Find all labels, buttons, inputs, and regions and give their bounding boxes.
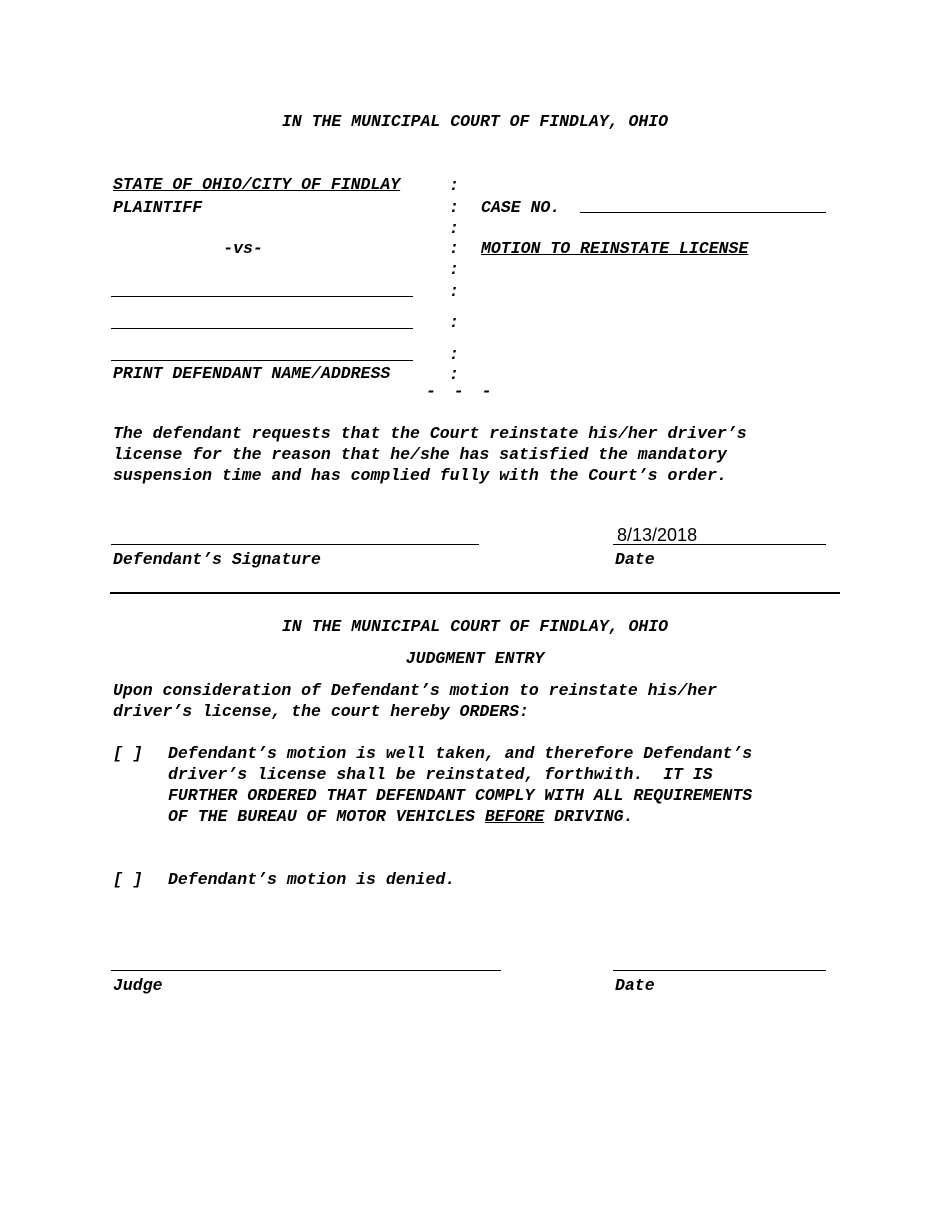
caption-colon: : bbox=[449, 198, 459, 217]
motion-date-label: Date bbox=[615, 550, 655, 569]
motion-title: MOTION TO REINSTATE LICENSE bbox=[481, 239, 749, 258]
motion-body-line: suspension time and has complied fully with the Court’s order. bbox=[113, 466, 727, 485]
section-divider bbox=[110, 592, 840, 594]
defendant-signature-line[interactable] bbox=[111, 544, 479, 545]
case-no-label: CASE NO. bbox=[481, 198, 561, 217]
plaintiff-name: STATE OF OHIO/CITY OF FINDLAY bbox=[113, 175, 401, 194]
defendant-signature-label: Defendant’s Signature bbox=[113, 550, 321, 569]
option-granted-checkbox[interactable]: [ ] bbox=[113, 744, 143, 763]
case-no-field[interactable] bbox=[580, 212, 826, 213]
option-denied-checkbox[interactable]: [ ] bbox=[113, 870, 143, 889]
caption-colon: : bbox=[449, 282, 459, 301]
motion-body-line: license for the reason that he/she has satisfied the mandatory bbox=[113, 445, 727, 464]
judge-signature-line[interactable] bbox=[111, 970, 501, 971]
motion-date-line[interactable] bbox=[613, 544, 826, 545]
defendant-label: PRINT DEFENDANT NAME/ADDRESS bbox=[113, 364, 391, 383]
option-granted-text: OF THE BUREAU OF MOTOR VEHICLES bbox=[168, 807, 485, 826]
judge-date-label: Date bbox=[615, 976, 655, 995]
option-granted-line: Defendant’s motion is well taken, and therefore Defendant’s bbox=[168, 744, 753, 763]
option-granted-text: DRIVING. bbox=[544, 807, 634, 826]
caption-colon: : bbox=[449, 176, 459, 195]
caption-colon: : bbox=[449, 365, 459, 384]
defendant-line-2[interactable] bbox=[111, 328, 413, 329]
caption-colon: : bbox=[449, 313, 459, 332]
option-granted-line: driver’s license shall be reinstated, forthwith. IT IS bbox=[168, 765, 713, 784]
judgment-intro-line: driver’s license, the court hereby ORDERS: bbox=[113, 702, 529, 721]
caption-colon: : bbox=[449, 345, 459, 364]
option-denied-text: Defendant’s motion is denied. bbox=[168, 870, 456, 889]
judgment-entry-title: JUDGMENT ENTRY bbox=[405, 649, 545, 668]
caption-colon: : bbox=[449, 260, 459, 279]
versus-label: -vs- bbox=[223, 239, 263, 258]
caption-colon: : bbox=[449, 239, 459, 258]
judge-label: Judge bbox=[113, 976, 163, 995]
option-granted-line bbox=[168, 806, 633, 827]
motion-date-value[interactable]: 8/13/2018 bbox=[617, 525, 698, 545]
before-emphasis: BEFORE bbox=[484, 807, 545, 826]
judgment-intro-line: Upon consideration of Defendant’s motion to reinstate his/her bbox=[113, 681, 717, 700]
option-granted-line: FURTHER ORDERED THAT DEFENDANT COMPLY WITH ALL REQUIREMENTS bbox=[168, 786, 753, 805]
plaintiff-label: PLAINTIFF bbox=[113, 198, 203, 217]
motion-body-line: The defendant requests that the Court reinstate his/her driver’s bbox=[113, 424, 747, 443]
defendant-line-3[interactable] bbox=[111, 360, 413, 361]
judgment-court-title: IN THE MUNICIPAL COURT OF FINDLAY, OHIO bbox=[281, 617, 669, 636]
defendant-line-1[interactable] bbox=[111, 296, 413, 297]
judge-date-line[interactable] bbox=[613, 970, 826, 971]
court-title: IN THE MUNICIPAL COURT OF FINDLAY, OHIO bbox=[281, 112, 669, 131]
caption-colon: : bbox=[449, 219, 459, 238]
caption-separator: - - - bbox=[426, 382, 496, 401]
